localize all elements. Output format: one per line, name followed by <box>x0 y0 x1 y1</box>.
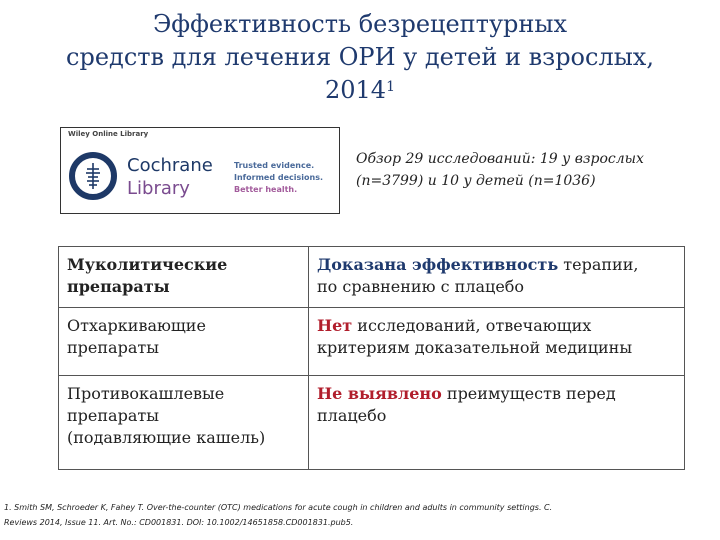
result-cell <box>309 308 685 376</box>
footnote-reference <box>4 500 704 530</box>
footnote-line-1: 1. Smith SM, Schroeder K, Fahey T. Over-the-counter (OTC) medications for acute cough in children and adults in community settings. C. <box>4 503 553 512</box>
title-line-3 <box>20 74 700 107</box>
result-text: преимуществ перед <box>441 384 616 403</box>
title-superscript: 1 <box>386 79 395 95</box>
cochrane-tagline <box>234 160 323 196</box>
result-line: по сравнению с плацебо <box>317 277 525 296</box>
drug-class-line: (подавляющие кашель) <box>67 428 266 447</box>
drug-class-line: препараты <box>67 406 159 425</box>
drug-class-line: Противокашлевые <box>67 384 225 403</box>
tagline-line-3: Better health. <box>234 185 298 194</box>
drug-class-line: Отхаркивающие <box>67 316 206 335</box>
wiley-label: Wiley Online Library <box>68 130 149 138</box>
result-cell <box>309 247 685 308</box>
result-cell <box>309 376 685 470</box>
cochrane-emblem-icon <box>68 151 118 201</box>
result-line <box>317 315 676 337</box>
result-line <box>317 383 676 405</box>
table-row <box>59 376 685 470</box>
result-line: критериям доказательной медицины <box>317 338 633 357</box>
footnote-line-2: Reviews 2014, Issue 11. Art. No.: CD001831. DOI: 10.1002/14651858.CD001831.pub5. <box>4 518 354 527</box>
slide-title <box>20 8 700 107</box>
result-keyword: Доказана эффективность <box>317 255 559 274</box>
cochrane-logo <box>60 127 340 214</box>
drug-class-cell <box>59 376 309 470</box>
review-summary <box>356 148 686 192</box>
tagline-line-2: Informed decisions. <box>234 173 323 182</box>
review-summary-line-2: (n=3799) и 10 у детей (n=1036) <box>356 173 596 189</box>
result-text: исследований, отвечающих <box>352 316 592 335</box>
result-line: плацебо <box>317 406 387 425</box>
result-keyword: Не выявлено <box>317 384 442 403</box>
cochrane-wordmark-line-1: Cochrane <box>127 155 213 176</box>
cochrane-wordmark <box>127 154 213 200</box>
table-row <box>59 308 685 376</box>
title-line-1: Эффективность безрецептурных <box>152 10 568 38</box>
tagline-line-1: Trusted evidence. <box>234 161 315 170</box>
evidence-table <box>58 246 685 470</box>
result-keyword: Нет <box>317 316 353 335</box>
review-summary-line-1: Обзор 29 исследований: 19 у взрослых <box>356 151 644 167</box>
cochrane-wordmark-line-2: Library <box>127 178 190 199</box>
title-line-2: средств для лечения ОРИ у детей и взрослых, <box>66 43 654 71</box>
result-text: терапии, <box>558 255 639 274</box>
title-year: 2014 <box>325 76 387 104</box>
table-row <box>59 247 685 308</box>
drug-class-line: препараты <box>67 338 159 357</box>
drug-class-line: Муколитические <box>67 255 228 274</box>
drug-class-cell <box>59 308 309 376</box>
result-line <box>317 254 676 276</box>
drug-class-line: препараты <box>67 277 170 296</box>
drug-class-cell <box>59 247 309 308</box>
